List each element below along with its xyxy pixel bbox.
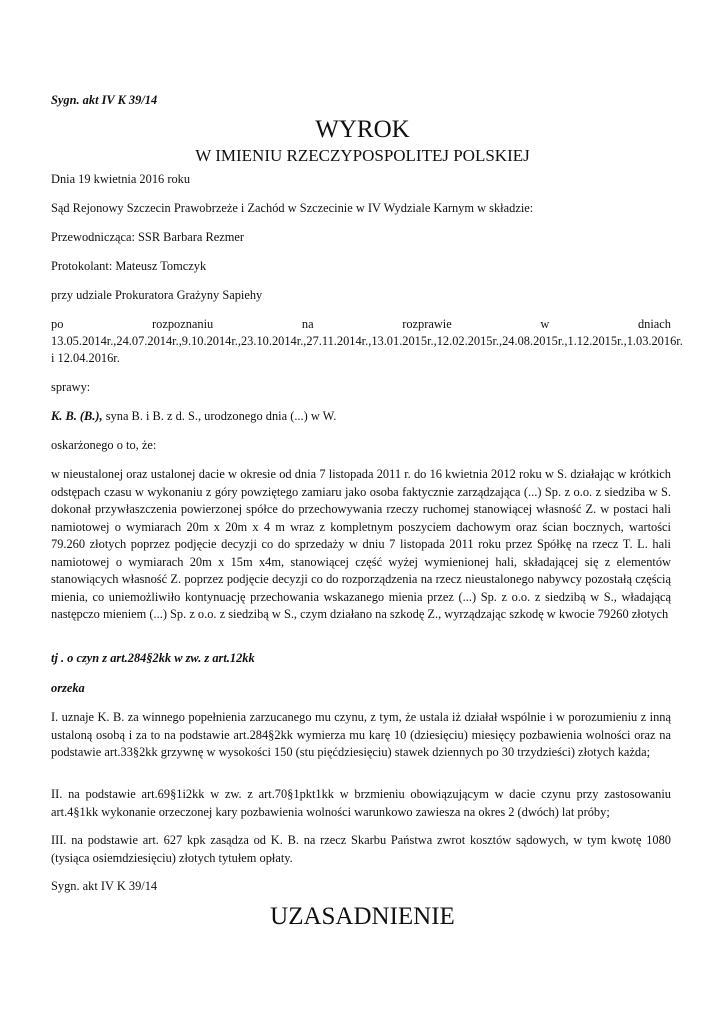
legal-qualification: tj . o czyn z art.284§2kk w zw. z art.12kk xyxy=(51,651,255,665)
defendant-line xyxy=(51,408,671,426)
hearing-word: w xyxy=(540,317,550,331)
judgment-date: Dnia 19 kwietnia 2016 roku xyxy=(51,172,191,186)
case-reference: Sygn. akt IV K 39/14 xyxy=(51,93,158,107)
footer-case-reference: Sygn. akt IV K 39/14 xyxy=(51,879,158,893)
document-title: WYROK xyxy=(315,116,410,143)
court-composition: Sąd Rejonowy Szczecin Prawobrzeże i Zachód w Szczecinie w IV Wydziale Karnym w składzie: xyxy=(51,201,534,215)
hearing-dates-end: i 12.04.2016r. xyxy=(51,351,120,365)
charge-description: w nieustalonej oraz ustalonej dacie w okresie od dnia 7 listopada 2011 r. do 16 kwietnia 2012 roku w S. działając w krótkich odstępach czasu w wykonaniu z góry powziętego zamiaru jako osoba faktycznie zarządzająca (...) Sp. z o.o. z siedziba w S. dokonał przywłaszczenia powierzonej spółce do przechowywania rzeczy ruchomej stanowiącej własność Z. w postaci hali namiotowej o wymiarach 20m x 20m x 4 m wraz z kompletnym poszyciem dachowym oraz ścian bocznych, wartości 79.260 złotych poprzez podjęcie decyzji co do sprzedaży w dniu 7 listopada 2011 roku przez Spółkę na rzecz T. L. hali namiotowej o wymiarach 20m x 15m x4m, stanowiącej część wyżej wymienionej hali, składającej się z elementów stanowiących własność Z. poprzez podjęcie decyzji co do rozporządzenia na rzecz nieustalonego nabywcy pozostałą częścią mienia, co uniemożliwiło kontynuację przechowania wskazanego mienia przez (...) Sp. z o.o. z siedzibą w S., władającą następczo mieniem (...) Sp. z o.o. z siedzibą w S., czym działano na szkodę Z., wyrządzając szkodę w kwocie 79260 złotych xyxy=(51,467,671,621)
hearing-word: po xyxy=(51,317,64,331)
verdict-item-2: II. na podstawie art.69§1i2kk w zw. z art.70§1pkt1kk w brzmieniu obowiązującym w dacie czynu przy zastosowaniu art.4§1kk wykonanie orzeczonej kary pozbawienia wolności warunkowo zawiesza na okres 2 (dwóch) lat próby; xyxy=(51,787,671,819)
hearing-word: dniach xyxy=(637,317,671,331)
hearing-dates: 13.05.2014r.,24.07.2014r.,9.10.2014r.,23.10.2014r.,27.11.2014r.,13.01.2015r.,12.02.2015r.,24.08.2015r.,1.12.2015r.,1.03.2016r. xyxy=(51,334,683,348)
defendant-details: syna B. i B. z d. S., urodzonego dnia (...) w W. xyxy=(102,409,337,423)
verdict-item-3: III. na podstawie art. 627 kpk zasądza od K. B. na rzecz Skarbu Państwa zwrot kosztów sądowych, w tym kwotę 1080 (tysiąca osiemdziesięciu) złotych tytułem opłaty. xyxy=(51,833,671,865)
court-clerk: Protokolant: Mateusz Tomczyk xyxy=(51,259,207,273)
justification-title: UZASADNIENIE xyxy=(270,903,455,930)
hearing-intro xyxy=(51,316,671,334)
defendant-name: K. B. (B.), xyxy=(51,409,103,423)
verdict-item-1: I. uznaje K. B. za winnego popełnienia zarzucanego mu czynu, z tym, że ustala iż działał wspólnie i w porozumieniu z inną ustaloną osobą i za to na podstawie art.284§2kk wymierza mu karę 10 (dziesięciu) miesięcy pozbawienia wolności oraz na podstawie art.33§2kk grzywnę w wysokości 150 (stu pięćdziesięciu) stawek dziennych po 30 trzydzieści) złotych każda; xyxy=(51,710,671,759)
hearing-word: rozprawie xyxy=(402,317,452,331)
document-subtitle: W IMIENIU RZECZYPOSPOLITEJ POLSKIEJ xyxy=(195,146,530,165)
prosecutor: przy udziale Prokuratora Grażyny Sapiehy xyxy=(51,288,263,302)
presiding-judge: Przewodnicząca: SSR Barbara Rezmer xyxy=(51,230,245,244)
hearing-word: rozpoznaniu xyxy=(152,317,214,331)
charged-label: oskarżonego o to, że: xyxy=(51,438,157,452)
case-label: sprawy: xyxy=(51,380,91,394)
hearing-word: na xyxy=(301,317,314,331)
verdict-label: orzeka xyxy=(51,681,85,695)
